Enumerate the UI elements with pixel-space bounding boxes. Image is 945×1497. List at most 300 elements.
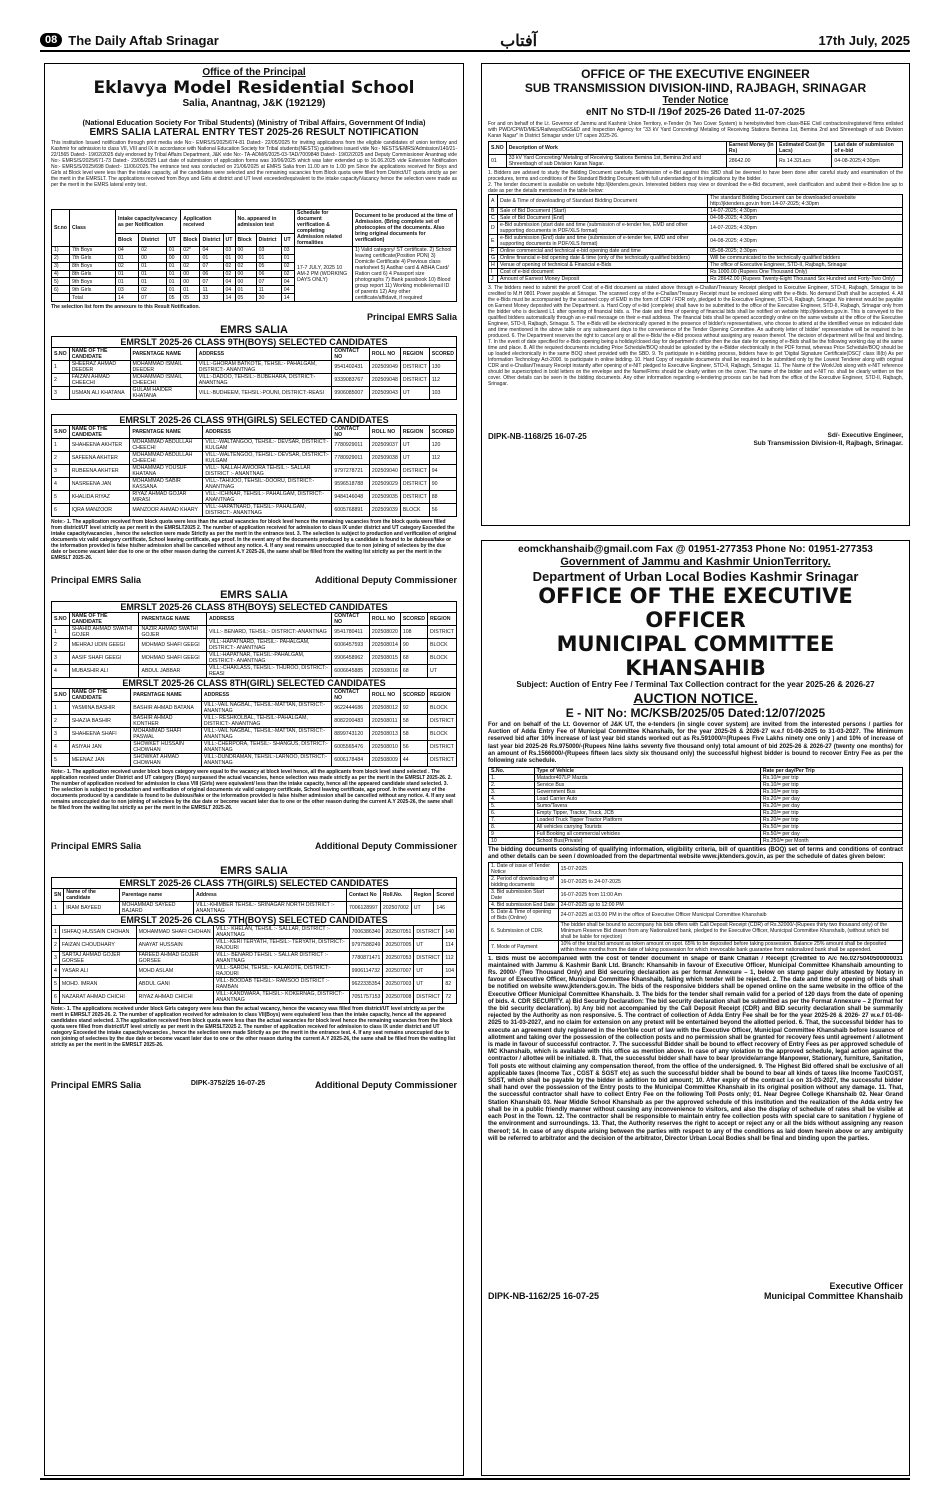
table-cell: 130 <box>429 361 456 374</box>
table-cell: 9339083767 <box>332 374 370 387</box>
table-8b-title: EMRSLT 2025-26 CLASS 8TH(BOYS) SELECTED CANDIDATES <box>51 601 457 612</box>
table-cell: 05 <box>166 294 180 302</box>
table-row <box>52 665 457 678</box>
table-cell: DISTRICT <box>428 626 457 639</box>
table-cell: VILL:- NALLAH AWOORA TEHSIL :- SALLAR DISTRICT :- ANANTNAG <box>203 465 332 478</box>
table-cell: VILL:-DUNDRAMAN, TEHSIL:-LARNOO, DISTRICT:- ANANTNAG <box>201 754 331 767</box>
table-cell: VILL:-HAPATNAR, TEHSIL:-PAHALGAM, DISTRICT:- ANANTNAG <box>206 652 331 665</box>
mc-office-2: MUNICIPAL COMMITTEE KHANSAHIB <box>556 632 835 680</box>
table-cell: BASHIR AHMAD KONTHER <box>131 715 202 728</box>
table-cell: 56 <box>429 504 456 517</box>
table-cell: The standard Bidding Document can be downloaded onwebsite http://jktenders.gov.in from 14-07-2025; 4:30pm <box>708 195 903 208</box>
mc-gov: Government of Jammu and Kashmir UnionTerritory. <box>560 556 831 568</box>
table-cell: 9541402431 <box>332 361 370 374</box>
table-row <box>489 775 903 782</box>
std-dipk: DIPK-NB-1168/25 16-07-25 <box>488 432 587 441</box>
table-cell: 00 <box>235 254 256 262</box>
table-cell: 14 <box>223 294 235 302</box>
table-cell: 202508010 <box>369 741 400 754</box>
table-cell: 1. Date of issue of Tender Notice <box>489 862 559 875</box>
th-sub: UT <box>281 234 294 247</box>
header-row <box>52 613 457 626</box>
sign-row-2 <box>51 841 457 851</box>
table-cell <box>52 294 70 302</box>
adc-sign: Additional Deputy Commissioner <box>314 575 457 585</box>
table-cell: 14-07-2025; 4:30pm <box>708 208 903 215</box>
table-cell: 01 <box>223 254 235 262</box>
table-cell: F <box>489 248 498 255</box>
table-row <box>52 374 457 387</box>
column-header: PARENTAGE NAME <box>131 689 202 702</box>
page-bottom-rule <box>40 1478 910 1480</box>
table-cell: Full Booking all commercial vehicles <box>534 831 760 838</box>
table-row <box>52 728 457 741</box>
table-cell: VILL:-WALTANGOO, TEHSIL:- DEVSAR, DISTRICT:-KULGAM <box>203 439 332 452</box>
column-header: Scored <box>434 889 457 902</box>
column-header: NAME OF THE CANDIDATE <box>69 689 131 702</box>
table-cell: 11 <box>256 286 281 294</box>
office-heading: Office of the Principal <box>202 67 306 78</box>
table-cell: e-Bid submission (start date and time (submission of e-tender fee, EMD and other supporting documents in PDF/XLS format) <box>498 222 708 235</box>
table-row <box>489 782 903 789</box>
column-header: Description of Work <box>506 142 726 155</box>
table-cell: ABDUL JABBAR <box>139 665 206 678</box>
table-cell: 04-08-2025; 4:30pm <box>708 235 903 248</box>
th-sub: District <box>256 234 281 247</box>
table-cell: NASREENA JAN <box>69 478 130 491</box>
table-cell: 58 <box>400 715 427 728</box>
table-cell: 202508015 <box>369 652 400 665</box>
table-cell: 02* <box>181 247 200 255</box>
table-row <box>489 875 903 888</box>
table-cell: 7006128997 <box>346 902 380 915</box>
table-row <box>489 831 903 838</box>
table-cell: 02 <box>139 286 167 294</box>
table-cell: 07 <box>256 278 281 286</box>
table-cell: I <box>489 269 498 276</box>
table-cell: Will be communicated to the technically qualified bidders <box>708 255 903 262</box>
table-cell: DISTRICT <box>400 374 429 387</box>
table-cell: 9 <box>489 831 535 838</box>
sign-row-1 <box>51 575 457 585</box>
table-cell: 14-07-2025; 4:30pm <box>708 222 903 235</box>
tender-heading: Tender Notice <box>662 95 729 106</box>
table-cell: 112 <box>429 374 456 387</box>
table-9b-title: EMRSLT 2025-26 CLASS 9TH(BOYS) SELECTED CANDIDATES <box>51 336 457 347</box>
table-cell: 3. Bid submission Start Date <box>489 888 559 901</box>
table-cell: 202509037 <box>369 439 400 452</box>
table-row <box>52 978 457 991</box>
table-cell: 05 <box>256 262 281 270</box>
table-cell: 6006645885 <box>332 665 370 678</box>
table-cell: Rs.50/= per day <box>760 831 902 838</box>
table-cell: Online commercial and technical e-bid opening date and time <box>498 248 708 255</box>
table-cell: Empty Tipper, Tractor, Truck, JCB <box>534 810 760 817</box>
table-cell: 05 <box>235 294 256 302</box>
table-cell: 15-07-2025 <box>558 862 902 875</box>
table-cell: YASMINA BASHIR <box>69 702 131 715</box>
table-row <box>489 222 903 235</box>
table-9g-head <box>52 426 457 439</box>
table-cell: UT <box>400 387 429 400</box>
table-cell: 2. <box>489 782 535 789</box>
th-received: Application received <box>181 210 235 234</box>
summary-body <box>52 247 457 302</box>
table-cell: 10% of the total bid amount as token amount on spot. 65% to be deposited before taking possession. Balance 25% amount shall be deposited within three months from the date of taking possession for which irrevocable bank guarantee from nationalized bank shall be appended. <box>558 940 902 953</box>
table-cell: VILL:-CHAKLASS, TEHSIL:- THUROO, DISTRICT:-REASI <box>206 665 331 678</box>
table-cell: 2 <box>52 374 70 387</box>
table-9b-head <box>52 348 457 361</box>
table-row <box>52 361 457 374</box>
table-row <box>489 862 903 875</box>
table-cell: SHOWKAT AHMAD CHOWHAN <box>131 754 202 767</box>
table-cell: Service Bus <box>534 782 760 789</box>
table-cell: 04 <box>116 247 139 255</box>
mc-contact: eomckhanshaib@gmail.com Fax @ 01951-277353 Phone No: 01951-277353 <box>518 544 873 555</box>
table-cell: 07 <box>200 262 223 270</box>
table-cell: 202507008 <box>383 991 414 1004</box>
table-row <box>52 639 457 652</box>
header-row <box>52 689 457 702</box>
table-row <box>52 926 457 939</box>
issue-date: 17th July, 2025 <box>818 32 910 48</box>
table-cell: SHAHID AHMAD SWATHI GOJER <box>69 626 139 639</box>
table-cell: D <box>489 222 498 235</box>
table-cell: 90 <box>400 639 427 652</box>
table-9b-body <box>52 361 457 400</box>
table-cell: Date & Time of downloading of Standard Bidding Document <box>498 195 708 208</box>
table-cell: 92 <box>400 702 427 715</box>
table-cell: DISTRICT <box>400 478 429 491</box>
column-header: PARENTAGE NAME <box>130 348 196 361</box>
header-row <box>489 142 903 155</box>
mc-intro: For and on behalf of the Lt. Governor of J&K UT, the e-tenders (in single cover system) are invited from the interested persons / parties for Auction of Adda Entry Fee of Municipal Committee Khanshaib, for the year 2025-26 & 2026-27 w.e.f 01-08-2025 to 31-03-2027. The Minimum reserved bid after 10% increase of last year bid stands worked out as Rs.591000/=(Rupees Five Lakhs ninety one only ) and 10% of increase of last year bid 2025-26 Rs.975000/-(Rupees Nine lakhs seventy five thousand only) total amount of bid 2025-26 & 2026-27 (twenty one months) for an amount of Rs.1566000/-(Rupees fifteen lacs sixty six thousand only) the successful highest bidder is bound to recover Entry Fee as per the following rate schedule. <box>488 722 903 765</box>
table-cell: 120 <box>429 439 456 452</box>
table-cell: 01 <box>166 286 180 294</box>
table-cell: VILL:- BENARD, TEHSIL:- DISTRICT:-ANANTNAG <box>206 626 331 639</box>
column-header: ADDRESS <box>206 613 331 626</box>
table-cell: 202509035 <box>369 491 400 504</box>
table-cell: 2 <box>52 452 70 465</box>
table-row <box>52 387 457 400</box>
column-header: Last date of submission of e-bid <box>832 142 903 155</box>
table-cell: 11 <box>200 286 223 294</box>
table-9g-title: EMRSLT 2025-26 CLASS 9TH(GIRLS) SELECTED CANDIDATES <box>51 414 457 425</box>
table-row <box>489 248 903 255</box>
adc-sign: Additional Deputy Commissioner <box>314 841 457 851</box>
table-cell: 108 <box>400 626 427 639</box>
column-header: CONTACT NO <box>332 689 370 702</box>
table-cell: FAIZAN CHOUDHARY <box>59 939 136 952</box>
paper-name: The Daily Aftab Srinagar <box>68 32 219 48</box>
table-cell: BLOCK <box>428 639 457 652</box>
principal-sign: Principal EMRS Salia <box>51 575 142 585</box>
table-cell: 4 <box>52 965 60 978</box>
mc-subject: Subject: Auction of Entry Fee / Terminal Tax Collection contract for the year 2025-26 & 2026-27 <box>516 680 875 689</box>
table-cell: Online financial e-bid opening date & time (only of the technically qualified bidders) <box>498 255 708 262</box>
table-cell: MOHD ASLAM <box>136 965 213 978</box>
table-cell: 06 <box>256 270 281 278</box>
table-cell: 5 <box>52 754 70 767</box>
dates-body <box>489 195 903 283</box>
table-cell: 9797278721 <box>332 465 370 478</box>
th-sub: District <box>200 234 223 247</box>
table-cell: MUBASHIR ALI <box>69 665 139 678</box>
table-cell: 202508013 <box>369 728 400 741</box>
work-table-body <box>489 155 903 168</box>
column-header: REGION <box>400 348 429 361</box>
table-cell: 1. <box>489 775 535 782</box>
table-row <box>489 888 903 901</box>
column-header: ADDRESS <box>203 426 332 439</box>
column-header: SCORED <box>400 613 427 626</box>
table-cell: 3 <box>52 728 70 741</box>
table-cell: FAREED AHMAD GOJER GORSEE <box>136 952 213 965</box>
table-row <box>52 491 457 504</box>
std-title-2: SUB TRANSMISSION DIVISION-IIND, RAJBAGH, SRINAGAR <box>524 81 867 95</box>
column-header: Region <box>411 889 434 902</box>
table-row <box>489 235 903 248</box>
column-header: ROLL NO <box>369 348 400 361</box>
table-cell: VILL:-GHORAM BATKOTE, TEHSIL:- PAHALGAM, DISTRICT:- ANANTNAG <box>196 361 332 374</box>
table-cell: IQRA MANZOOR <box>69 504 130 517</box>
table-cell: VILL:-CHERPORA, TEHSIL:- SHANGUS, DISTRICT:- ANANTNAG <box>201 741 331 754</box>
table-cell: 4 <box>52 478 70 491</box>
table-cell: 24-07-2025 at 03.00 PM in the office of Executive Officer Municipal Committee Khanshaib <box>558 908 902 921</box>
table-cell: 88 <box>429 491 456 504</box>
table-row <box>489 789 903 796</box>
table-cell: 72 <box>443 991 457 1004</box>
mc-terms: 1. Bids must be accompanied with the cost of tender document in shape of Bank Challan / Receipt (Credited to A/c No.0275040500000031 maintained with Jammu & Kashmir Bank Ltd. Branch: Khansahib in favour of Executive Officer, Municipal Committee Khanshaib amounting to Rs. 2000/- (Two Thousand Only) and Bid securing declaration as per format Annexure – 1, below on stamp paper duly attested by Notary in favour of Executive Officer, Municipal Committee Khanshaib, failing which tender will be rejected. 2. The date and time of opening of bids shall be notified on website www.jktenders.gov.in. The bids of the responsive bidders shall be opened online on the same website in the office of the Executive Officer Municipal Committee Khanshaib. 3. The bids for the tender shall remain valid for a period of 120 days from the date of opening of bids. 4. CDR SECURITY. a) Bid Security Declaration: The bid security declaration shall be submitted as per the Format Annexure – 2 (format for the bid security declaration). b) Any bid not accompanied by the Call Deposit Receipt (CDR) and BID security declaration shall be summarily rejected by the Authority as non responsive. 5. The contract of collection of Adda Entry Fee shall be for the year 2025-26 & 2026- 27 w.e.f 01-08-2025 to 31-03-2027, and no claim for extension on any pretext will be entertained beyond the allotted period. 6. That, the successful bidder has to execute an agreement duly registered in the Hon'ble court of law with the Executive Officer, Municipal Committee Khanshaib before issuance of allotment and taking over the possession of the collection posts and no permission shall be granted for recovery fees until agreement / allotment is made in favour of successful contractor. 7. The successful Bidder shall be bound to effect recovery of Entry Fees as per approved schedule of MC Khanshaib, which is available with this office as mention above. In case of any violation to the approved schedule, legal action against the contractor / allottee will be initiated. 8. That, the successful bidder shall have to bear /provide/arrange Manpower, Stationary, furniture, Sanitation, Toll posts etc without claiming any compensation thereof, from the office of the undersigned. 9. The Highest Bid offered shall be exclusive of all applicable taxes (Income Tax , CGST & SGST etc) as such the successful bidder shall be bound to bear all kinds of taxes like Income Tax/CGST, SGST, which shall be payable by the bidder in addition to bid amount; 10. After expiry of the contract i.e on 31-03-2027, the successful bidder shall hand over the possession of the Entry posts to the Municipal Committee Khanshaib in its original position without any damage. 11. That, the successful contractor shall have to collect Entry Fee on the following Toll Posts only; 01. Near Degree College Khanshaib 02. Near Grand Station Khanshaib 03. Near Middle School Khanshaib as per the approved schedule of this institution and the realization of the Adda entry fee shall be in a public friendly manner without causing any inconvenience to visitors, and also the display of schedule of rates shall be visible at each Post in the Town. 12. The contractor shall be responsible to maintain entry fee collection posts with special care to sanitation / hygiene of the environment and surroundings. 13. That, the Authority reserves the right to accept or reject any or all the bids without assigning any reason thereof; 14. In case of any dispute arising between the parties with respect to any of the conditions as laid down herein above or any ambiguity will be referred to arbitrator and the decision of the arbitrator, Director Urban Local Bodies shall be final and binding upon the parties. <box>488 955 903 1142</box>
table-cell: 04-08-2025;4:30pm <box>832 155 903 168</box>
table-cell: 9596518788 <box>332 478 370 491</box>
table-cell: 01 <box>116 270 139 278</box>
table-cell: VILL:-HAPATNARD, TEHSIL:- PAHALGAM, DISTRICT:- ANANTNAG <box>203 504 332 517</box>
table-cell: 7051757153 <box>349 991 383 1004</box>
table-row <box>489 215 903 222</box>
table-cell: 6 <box>52 504 70 517</box>
table-cell: 9th Girls <box>70 286 116 294</box>
table-cell: SHEERAZ AHMAD DEEDER <box>69 361 130 374</box>
table-cell: 01 <box>116 254 139 262</box>
table-cell: 56 <box>400 741 427 754</box>
table-row <box>52 702 457 715</box>
table-cell: SARTAJ AHMAD GOJER GORSEE <box>59 952 136 965</box>
th-sub: District <box>139 234 167 247</box>
table-cell: 82 <box>443 978 457 991</box>
table-cell: 90 <box>429 478 456 491</box>
column-header: NAME OF THE CANDIDATE <box>69 348 130 361</box>
table-row <box>489 796 903 803</box>
table-cell: DISTRICT <box>414 952 443 965</box>
table-cell: VILL:-ICHINAR, TEHSIL:- PAHALGAM, DISTRICT:- ANANTNAG <box>203 491 332 504</box>
table-row <box>52 939 457 952</box>
table-cell: RIYAZ AHMAD GOJAR MIRASI <box>130 491 203 504</box>
table-cell: 14 <box>116 294 139 302</box>
dipk-ref: DIPK-3752/25 16-07-25 <box>190 1080 266 1087</box>
note-9: Note:- 1. The application received from block quota were less than the actual vacancies for block level hence the remaining vacancies from the block quota were filled from district/UT level strictly as per merit in the EMRSLT2025 2. The number of application received for admission to class IX under district and UT category Exceeded the intake capacity/vacancies , hence the selection were made Strictly as per the merit in the entrance test. 3. The selection is subject to production and verification of original documents viz valid category certificate, School leaving certificate, age proof. In the event any of the documents produced by a candidate is found to be dubious/fake or the information provided is false his/her admission shall be cancelled without any notice. 4. If any seat remains unoccupied due to non joining of selectees by the due date or become vacant later due to one or the other reason during the current A.Y 2025-26, the same shall be filled from the waiting list strictly as per the merit in the EMRSLT 2025-26. <box>51 519 457 561</box>
table-cell: 3. <box>489 789 535 796</box>
column-header: PARENTAGE NAME <box>130 426 203 439</box>
table-cell: RIYAZ AHMAD CHICHI <box>136 991 213 1004</box>
emrs-salia-heading: EMRS SALIA <box>220 589 288 601</box>
th-class: Class <box>70 210 116 247</box>
table-cell: 3 <box>52 652 70 665</box>
th-intake: Intake capacity/vacancy as per Notification <box>116 210 181 234</box>
table-cell: 01 <box>139 270 167 278</box>
table-cell: Sale of Bid Document (End) <box>498 215 708 222</box>
column-header: ROLL NO <box>369 426 400 439</box>
table-cell: 8. <box>489 824 535 831</box>
table-cell: 04 <box>281 286 294 294</box>
th-appeared: No. appeared in admission test <box>235 210 295 234</box>
column-header: S.NO <box>52 348 70 361</box>
table-cell: MANZOOR AHMAD KHARY <box>130 504 203 517</box>
table-cell: DISTRICT <box>400 465 429 478</box>
column-header: S.No. <box>489 768 535 775</box>
table-cell: Rs.10/= per trip <box>760 789 902 796</box>
table-cell: 6006178484 <box>332 754 370 767</box>
table-cell: MEENAZ JAN <box>69 754 131 767</box>
table-cell: 04 <box>200 247 223 255</box>
table-cell: 00 <box>181 270 200 278</box>
column-header: NAME OF THE CANDIDATE <box>69 613 139 626</box>
column-header: S.NO <box>52 689 70 702</box>
table-cell: 4. Bid submission End Date <box>489 901 559 908</box>
mc-auction-notice <box>481 540 910 1476</box>
table-cell: School Bus(Private) <box>534 838 760 845</box>
table-row <box>489 195 903 208</box>
header-row <box>489 768 903 775</box>
table-cell: 07 <box>139 294 167 302</box>
table-cell: 94 <box>429 465 456 478</box>
table-cell: 10 <box>489 838 535 845</box>
column-header: REGION <box>428 613 457 626</box>
table-cell: 7780871471 <box>349 952 383 965</box>
table-cell: 6 <box>52 991 60 1004</box>
rate-table <box>488 767 903 845</box>
table-cell: 00 <box>181 278 200 286</box>
table-cell: VILL:- RESHKOLBAL, TEHSIL:-PAHALGAM, DISTRICT:- ANANTNAG <box>201 715 331 728</box>
table-cell: VILL:-BUDHEEM, TEHSIL:-POUNI, DISTRICT:-REASI <box>196 387 332 400</box>
table-cell: 5. Date & Time of opening of Bids (Online) <box>489 908 559 921</box>
auction-heading: AUCTION NOTICE. <box>633 690 758 706</box>
table-cell: E <box>489 235 498 248</box>
column-header: Name of the candidate <box>64 889 120 902</box>
table-cell: 202508011 <box>369 715 400 728</box>
table-cell: 9622444686 <box>332 702 370 715</box>
emrs-notice <box>44 63 464 1476</box>
table-cell: 6. Submission of CDR. <box>489 921 559 940</box>
column-header: SCORED <box>400 689 427 702</box>
table-cell: 00 <box>166 254 180 262</box>
column-header: Address <box>194 889 347 902</box>
table-cell: 3 <box>52 952 60 965</box>
table-cell: 01 <box>166 262 180 270</box>
table-cell: 202508020 <box>369 626 400 639</box>
table-cell: 5) <box>52 278 70 286</box>
table-cell: 02 <box>235 262 256 270</box>
summary-table <box>51 209 457 302</box>
table-cell: BLOCK <box>400 504 429 517</box>
table-cell: 104 <box>443 965 457 978</box>
table-cell: UT <box>411 902 434 915</box>
column-header: REGION <box>428 689 457 702</box>
schedule-body <box>489 862 903 953</box>
table-cell: 44 <box>400 754 427 767</box>
column-header: Contact No <box>346 889 380 902</box>
table-cell: 202507003 <box>383 978 414 991</box>
table-cell: 00 <box>139 254 167 262</box>
table-cell: ISHFAQ HUSSAIN CHOHAN <box>59 926 136 939</box>
table-cell: 06 <box>200 270 223 278</box>
table-row <box>52 465 457 478</box>
table-row <box>52 452 457 465</box>
std-tender-notice <box>481 63 910 526</box>
table-cell: 02 <box>281 270 294 278</box>
mc-bidding-text: The bidding documents consisting of qualifying information, eligibility criteria, bill of quantities (BOQ) set of terms and conditions of contract and other details can be seen / downloaded from the departmental website www.jktenders.gov.in, as per the schedule of dates given below: <box>488 847 903 861</box>
table-cell: 140 <box>443 926 457 939</box>
table-cell: 01 <box>200 254 223 262</box>
rate-table-head <box>489 768 903 775</box>
column-header: SCORED <box>429 426 456 439</box>
table-cell: ABDUL GANI <box>136 978 213 991</box>
table-8g <box>51 688 457 767</box>
table-cell: 6) <box>52 286 70 294</box>
table-cell: 8899743120 <box>332 728 370 741</box>
table-cell: DISTRICT <box>400 491 429 504</box>
mc-name: Municipal Committee Khanshaib <box>763 1290 903 1301</box>
column-header: ROLL NO <box>369 613 400 626</box>
std-sign-2: Sub Transmission Division-II, Rajbagh, Srinagar. <box>753 440 903 447</box>
table-cell: 202508009 <box>369 754 400 767</box>
column-header: CONTACT NO <box>332 613 370 626</box>
table-cell: 202507007 <box>383 965 414 978</box>
table-cell: Rs.20/= per trip <box>760 817 902 824</box>
mc-eo: Executive Officer <box>829 1280 903 1291</box>
table-cell: Rs 14.32Lacs <box>777 155 832 168</box>
column-header: SN <box>52 889 64 902</box>
table-cell: 5 <box>52 978 60 991</box>
table-cell: 01 <box>166 247 180 255</box>
table-cell: 68 <box>400 652 427 665</box>
table-cell: MOHMAD SHAFI GEEGI <box>139 639 206 652</box>
table-7g <box>51 888 457 915</box>
enit-number: eNIT No STD-II /19of 2025-26 Dated 11-07-2025 <box>586 107 805 118</box>
table-cell: 202507002 <box>380 902 411 915</box>
table-cell: FAIZAN AHMAD CHEECHI <box>69 374 130 387</box>
table-cell: 02 <box>223 270 235 278</box>
table-cell: USMAN ALI KHATANA <box>69 387 130 400</box>
table-cell: 03 <box>256 247 281 255</box>
table-cell: DISTRICT <box>414 926 443 939</box>
std-intro: For and on behalf of the Lt. Governor of Jammu and Kashmir Union Territory, e-Tender (In Two Cover System) is herebyinvited from class-BEE Civil contractors/registered firms enlisted with PWD/CPWD/MES/Railways/DGS&D and Inspection Agency for "33 kV Yard Concreting/ Metaling of Receiving Stations Bemina 1st, Bemina 2nd and Shreenbagh of sub Division Karan Nagar" in District Srinagar under UT capex 2025-26. <box>488 121 903 139</box>
table-row <box>52 652 457 665</box>
table-row <box>52 478 457 491</box>
table-cell: 1 <box>52 702 70 715</box>
table-cell: 2 <box>52 939 60 952</box>
work-table <box>488 141 903 168</box>
column-header: REGION <box>400 426 429 439</box>
table-7g-head <box>52 889 457 902</box>
table-cell: 6005565476 <box>332 741 370 754</box>
table-cell: VILL:-WALTENGOO, TEHSIL:- DEVSAR, DISTRICT:-KULGAM <box>203 452 332 465</box>
table-cell: 1 <box>52 361 70 374</box>
table-cell: MOHAMMAD ABDULLAH CHEECHI <box>130 439 203 452</box>
rate-table-body <box>489 775 903 845</box>
dates-table <box>488 194 903 283</box>
principal-sign: Principal EMRS Salia <box>51 1080 142 1090</box>
